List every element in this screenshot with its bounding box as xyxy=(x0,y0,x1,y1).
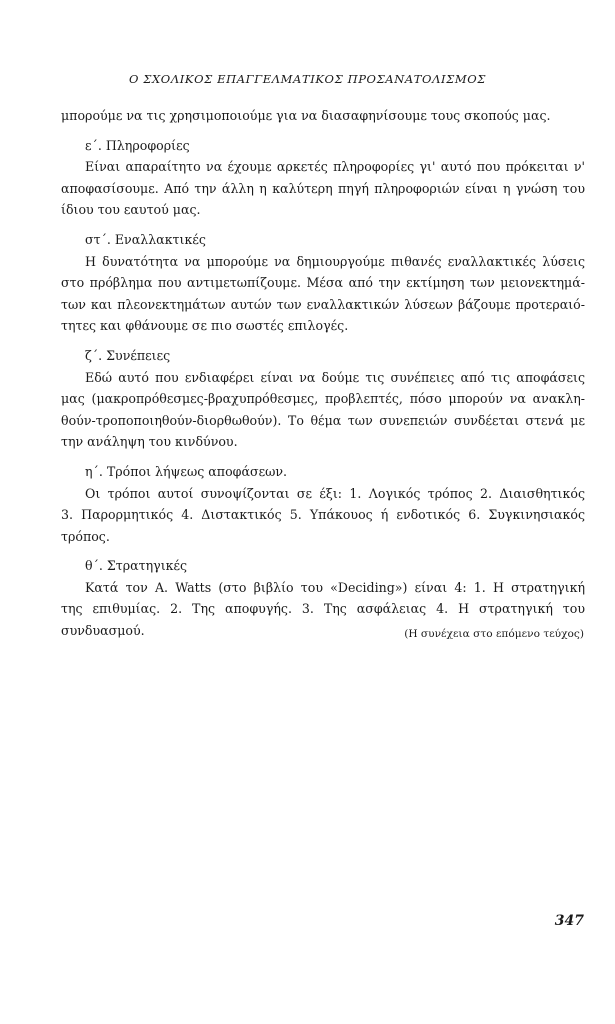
section-alternatives xyxy=(61,229,585,337)
paragraph-line: Κατά τον A. Watts (στο βιβλίο του «Deciding») είναι 4: 1. Η στρατηγική xyxy=(85,579,585,595)
section-heading: στ΄. Εναλλακτικές xyxy=(85,231,206,247)
section-heading: θ΄. Στρατηγικές xyxy=(85,558,188,574)
section-information xyxy=(61,135,585,221)
paragraph-line: Η δυνατότητα να μπορούμε να δημιουργούμε πιθανές εναλλακτικές λύσεις xyxy=(85,253,585,269)
paragraph-line: τρόπος. xyxy=(61,528,110,544)
page-number: 347 xyxy=(554,913,584,929)
paragraph-line: Εδώ αυτό που ενδιαφέρει είναι να δούμε τις συνέπειες από τις αποφάσεις xyxy=(85,369,585,385)
paragraph-line: Είναι απαραίτητο να έχουμε αρκετές πληροφορίες γι' αυτό που πρόκειται ν' xyxy=(85,159,585,175)
paragraph-line: την ανάληψη του κινδύνου. xyxy=(61,434,238,450)
running-head: Ο ΣΧΟΛΙΚΟΣ ΕΠΑΓΓΕΛΜΑΤΙΚΟΣ ΠΡΟΣΑΝΑΤΟΛΙΣΜΟΣ xyxy=(129,72,486,86)
section-heading: ζ΄. Συνέπειες xyxy=(85,347,171,363)
paragraph-line: αποφασίσουμε. Από την άλλη η καλύτερη πηγή πληροφοριών είναι η γνώση του xyxy=(61,180,585,196)
paragraph-line: συνδυασμού. xyxy=(61,623,145,639)
paragraph-line: μας (μακροπρόθεσμες-βραχυπρόθεσμες, προβλεπτές, πόσο μπορούν να ανακλη- xyxy=(61,391,585,407)
paragraph-line: Οι τρόποι αυτοί συνοψίζονται σε έξι: 1. Λογικός τρόπος 2. Διαισθητικός xyxy=(85,485,585,501)
paragraph-line: των και πλεονεκτημάτων αυτών των εναλλακτικών λύσεων βάζουμε προτεραιό- xyxy=(61,296,585,312)
paragraph-line: στο πρόβλημα που αντιμετωπίζουμε. Μέσα από την εκτίμηση των μειονεκτημά- xyxy=(61,275,585,291)
paragraph-line: ίδιου του εαυτού μας. xyxy=(61,202,201,218)
paragraph-line: της επιθυμίας. 2. Της αποφυγής. 3. Της ασφάλειας 4. Η στρατηγική του xyxy=(61,601,585,617)
paragraph-line: θούν-τροποποιηθούν-διορθωθούν). Το θέμα των συνεπειών συνδέεται στενά με xyxy=(61,412,585,428)
section-heading: η΄. Τρόποι λήψεως αποφάσεων. xyxy=(85,463,288,479)
continued-note: (Η συνέχεια στο επόμενο τεύχος) xyxy=(404,628,584,640)
paragraph-line: τητες και φθάνουμε σε πιο σωστές επιλογές. xyxy=(61,318,349,334)
section-consequences xyxy=(61,345,585,453)
section-heading: ε΄. Πληροφορίες xyxy=(85,137,190,153)
intro-line: μπορούμε να τις χρησιμοποιούμε για να διασαφηνίσουμε τους σκοπούς μας. xyxy=(61,108,551,123)
body-text xyxy=(61,105,585,642)
section-decision-methods xyxy=(61,461,585,547)
paragraph-line: 3. Παρορμητικός 4. Διστακτικός 5. Υπάκουος ή ενδοτικός 6. Συγκινησιακός xyxy=(61,507,585,523)
